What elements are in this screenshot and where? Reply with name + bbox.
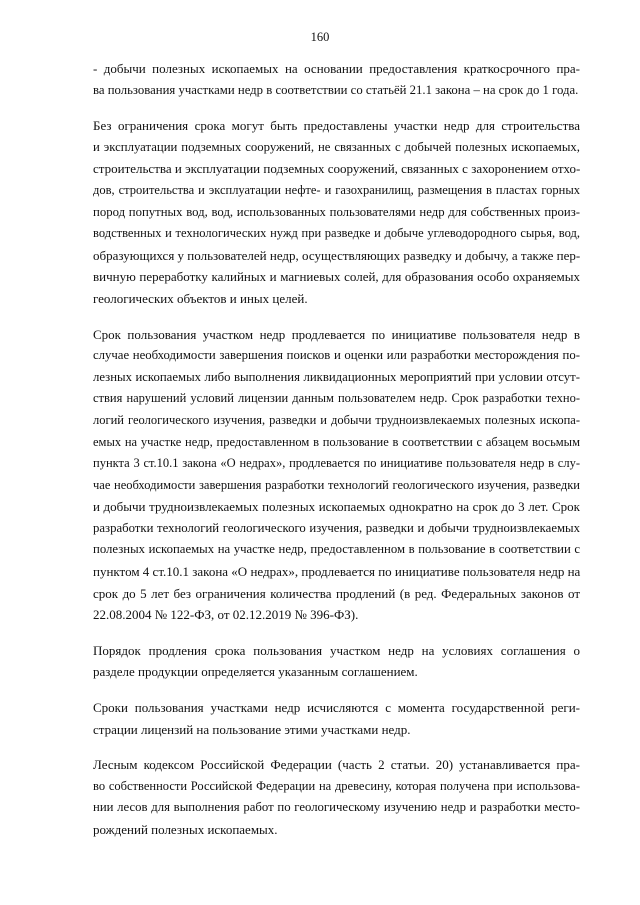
- text-line: пунктом 4 ст.10.1 закона «О недрах», продлевается по инициативе пользователя недр на: [93, 564, 581, 580]
- text-line: образующихся у пользователей недр, осуществляющих разведку и добычу, а также пер-: [93, 247, 581, 263]
- text-line: логий геологического изучения, разведки и добычи трудноизвлекаемых полезных ископа-: [93, 412, 580, 427]
- text-line: случае необходимости завершения поисков и оценки или разработки месторождения по-: [93, 348, 580, 363]
- text-line: лезных ископаемых либо выполнения ликвидационных мероприятий при условии отсут-: [93, 369, 580, 384]
- text-line: - добычи полезных ископаемых на основании предоставления краткосрочного пра-: [93, 61, 580, 76]
- text-line: Порядок продления срока пользования участком недр на условиях соглашения о: [93, 642, 580, 658]
- text-line: срок до 5 лет без ограничения количества продлений (в ред. Федеральных законов от: [93, 585, 580, 601]
- text-line: рождений полезных ископаемых.: [93, 822, 278, 837]
- text-line: емых на участке недр, предоставленном в пользование в соответствии с абзацем восьмым: [93, 434, 580, 449]
- text-line: ва пользования участками недр в соответствии со статьёй 21.1 закона – на срок до 1 года.: [93, 82, 579, 97]
- text-line: полезных ископаемых на участке недр, предоставленном в пользование в соответствии с: [93, 542, 580, 557]
- text-line: строительства и эксплуатации подземных сооружений, связанных с захоронением отхо-: [93, 161, 581, 177]
- paragraph-forest-code: [60, 754, 580, 840]
- paragraph-term-calculation: [60, 697, 580, 740]
- text-line: и эксплуатации подземных сооружений, не связанных с добычей полезных ископаемых,: [93, 139, 580, 154]
- text-line: пункта 3 ст.10.1 закона «О недрах», продлевается по инициативе пользователя недр в слу-: [93, 456, 580, 471]
- text-line: во собственности Российской Федерации на древесину, которая получена при использова-: [93, 778, 580, 793]
- document-body: [60, 58, 580, 855]
- text-line: вичную переработку калийных и магниевых солей, для образования особо охраняемых: [93, 269, 580, 285]
- text-line: Лесным кодексом Российской Федерации (часть 2 статьи. 20) устанавливается пра-: [93, 757, 580, 773]
- text-line: Без ограничения срока могут быть предоставлены участки недр для строительства: [93, 118, 580, 134]
- page-number: 160: [310, 30, 330, 44]
- text-line: разделе продукции определяется указанным соглашением.: [93, 664, 418, 680]
- text-line: страции лицензий на пользование этими участками недр.: [93, 721, 411, 737]
- text-line: нии лесов для выполнения работ по геологическому изучению недр и разработки место-: [93, 800, 580, 815]
- paragraph-short-term-mining: [60, 58, 580, 101]
- paragraph-unlimited-term: [60, 115, 580, 309]
- text-line: Сроки пользования участками недр исчисляются с момента государственной реги-: [93, 700, 580, 716]
- text-line: пород попутных вод, вод, использованных пользователями недр для собственных произ-: [93, 204, 580, 219]
- text-line: чае необходимости завершения разработки технологий геологического изучения, разведки: [93, 477, 580, 492]
- text-line: геологических объектов и иных целей.: [93, 290, 308, 306]
- text-line: Срок пользования участком недр продлевается по инициативе пользователя недр в: [93, 326, 580, 342]
- paragraph-psa-extension: [60, 640, 580, 683]
- text-line: водственных и технологических нужд при разведке и добыче углеводородного сырья, вод,: [93, 226, 580, 241]
- text-line: разработки технологий геологического изучения, разведки и добычи трудноизвлекаемых: [93, 520, 580, 535]
- text-line: ствия нарушений условий лицензии данным пользователем недр. Срок разработки техно-: [93, 391, 580, 406]
- paragraph-term-extension: [60, 324, 580, 626]
- text-line: дов, строительства и эксплуатации нефте- и газохранилищ, размещения в пластах горных: [93, 182, 580, 197]
- text-line: 22.08.2004 № 122-ФЗ, от 02.12.2019 № 396-ФЗ).: [93, 607, 359, 623]
- text-line: и добычи трудноизвлекаемых полезных ископаемых однократно на срок до 3 лет. Срок: [93, 499, 580, 515]
